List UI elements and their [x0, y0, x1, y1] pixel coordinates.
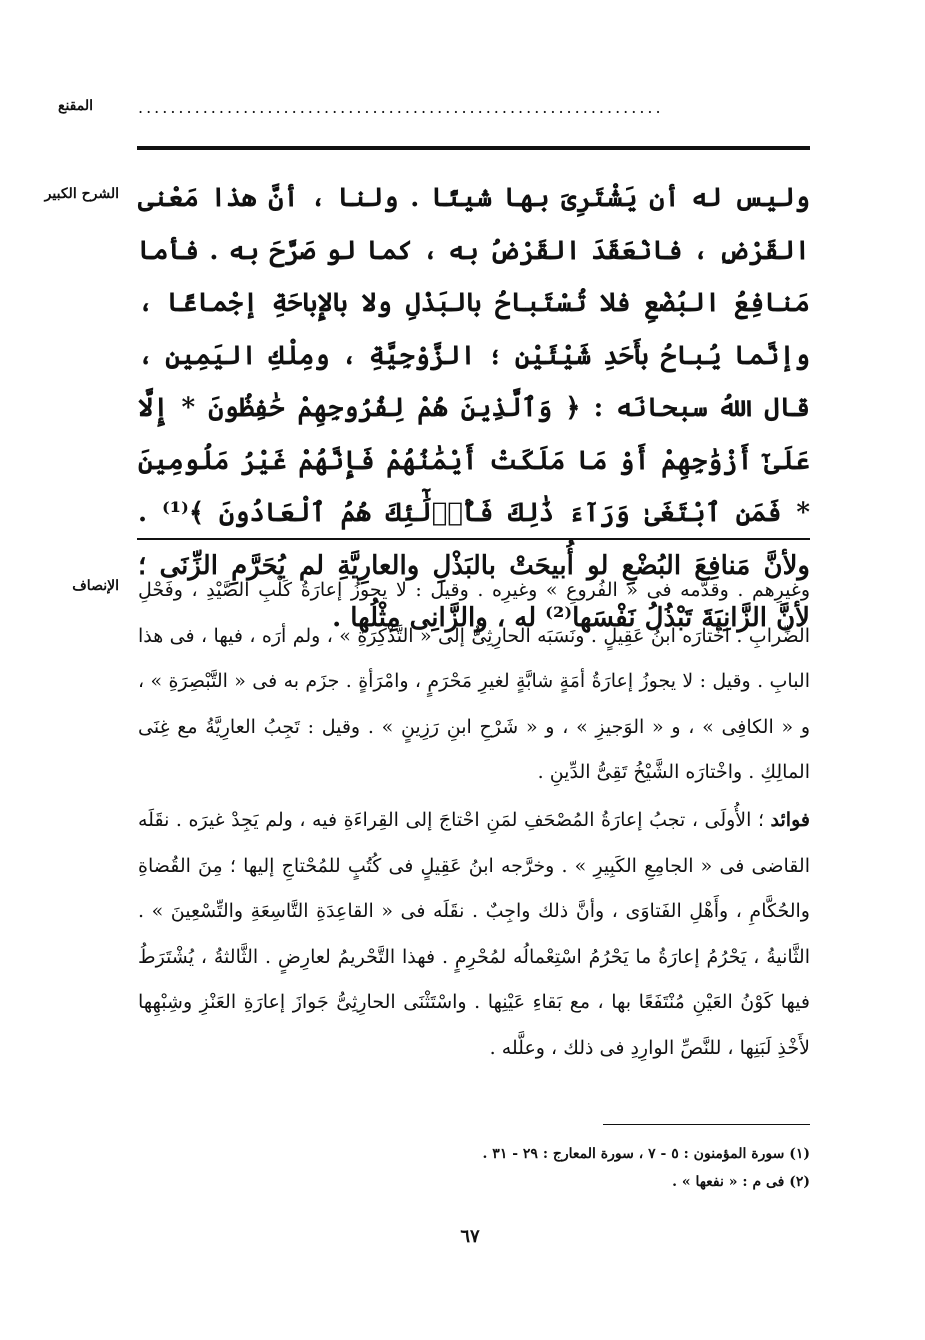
- insaf-paragraph-2: [138, 798, 810, 1071]
- page-header: [58, 96, 820, 126]
- header-rule: [137, 146, 810, 150]
- sharh-kabir-text: وليس له أن يَشْتَرِىَ بها شيئًا . ولنا ، أنَّ هذا مَعْنى القَرْضِ ، فانْعَقَدَ القَرْضُ به ، كما لو صَرَّحَ به . فأما مَنافِعُ البُضْعِ فلا تُسْتَباحُ بالبَذْلِ ولا بالإِباحَةِ إجْماعًا ، وإنَّما يُباحُ بأَحَدِ شَيْئَيْنِ ؛ الزَّوْجِيَّةِ ، ومِلْكِ اليَمِينِ ، قال اللهُ سبحانَه : ﴿ وَٱلَّذِينَ هُمْ لِفُرُوجِهِمْ حَٰفِظُونَ * إِلَّا عَلَىٰٓ أَزْوَٰجِهِمْ أَوْ مَا مَلَكَتْ أَيْمَٰنُهُمْ فَإِنَّهُمْ غَيْرُ مَلُومِينَ * فَمَنِ ٱبْتَغَىٰ وَرَآءَ ذَٰلِكَ فَأُو۟لَٰٓئِكَ هُمُ ٱلْعَادُونَ ﴾⁽¹⁾ . ولأنَّ مَنافِعَ البُضْعِ لو أُبيحَتْ بالبَذْلِ والعارِيَّةِ لم يُحَرَّمِ الزِّنَى ؛ لأنَّ الزَّانِيَةَ تَبْذُلُ نَفْسَها⁽²⁾ له ، والزَّانِى مِثْلُها .: [138, 183, 810, 633]
- insaf-paragraph-1: وغيرِهم . وقدَّمه فى « الفُروعِ » وغيرِه . وقيل : لا يجوزُ إعارَةُ كَلْبِ الصَّيْدِ ، وفَحْلِ الضِّرابِ . اخْتارَه ابنُ عَقِيلٍ . ونَسَبَه الحارِثِىُّ إلى « التَّذْكِرَةِ » ، ولم أرَه ، فيها ، فى هذا البابِ . وقيل : لا يجوزُ إعارَةُ أمَةٍ شابَّةٍ لغيرِ مَحْرَمٍ ، وامْرَأةٍ . جزَم به فى « التَّبْصِرَةِ » ، و « الكافِى » ، و « الوَجيزِ » ، و « شَرْحِ ابنِ رَزِينٍ » . وقيل : تَجِبُ العارِيَّةُ مع غِنَى المالِكِ . واخْتارَه الشَّيْخُ تَقِىُّ الدِّينِ .: [138, 579, 810, 783]
- footnote-1: (١) سورة المؤمنون : ٥ - ٧ ، سورة المعارج : ٢٩ - ٣١ .: [482, 1146, 810, 1162]
- sharh-side-label: الشرح الكبير: [44, 186, 119, 202]
- insaf-side-label: الإنصاف: [72, 578, 119, 594]
- fawaid-text: ؛ الأُولَى ، تجبُ إعارَةُ المُصْحَفِ لمَنِ احْتاجَ إلى القِراءَةِ فيه ، ولم يَجِدْ غيرَه . نقَلَه القاضى فى « الجامِعِ الكَبِيرِ » . وخرَّجه ابنُ عَقِيلٍ فى كُتُبٍ للمُحْتاجِ إليها ؛ مِنَ القُضاةِ والحُكَّامِ ، وأَهْلِ الفَتاوَى ، وأنَّ ذلك واجِبٌ . نقَلَه فى « القاعِدَةِ التَّاسِعَةِ والتِّسْعِينَ » . الثَّانيةُ ، يَحْرُمُ إعارَةُ ما يَحْرُمُ اسْتِعْمالُه لمُحْرِمٍ . فهذا التَّحْريمُ لعارِضٍ . الثَّالثةُ ، يُشْتَرَطُ فيها كَوْنُ العَيْنِ مُنْتَفَعًا بها ، مع بَقاءِ عَيْنِها . واسْتَثْنَى الحارِثِىُّ جَوازَ إعارَةِ العَنْزِ وشِبْهِها لأَخْذِ لَبَنِها ، للنَّصِّ الوارِدِ فى ذلك ، وعلَّله .: [138, 809, 810, 1059]
- footnote-2: (٢) فى م : « نفعها » .: [672, 1174, 810, 1190]
- footnote-rule: [603, 1124, 810, 1125]
- section-divider: [137, 538, 810, 540]
- running-title: المقنع: [58, 98, 94, 114]
- footnotes: [380, 1140, 810, 1196]
- header-dotted-leader: .................................................................: [138, 98, 664, 117]
- fawaid-lead: فوائد: [770, 809, 810, 831]
- page-number: ٦٧: [460, 1226, 480, 1247]
